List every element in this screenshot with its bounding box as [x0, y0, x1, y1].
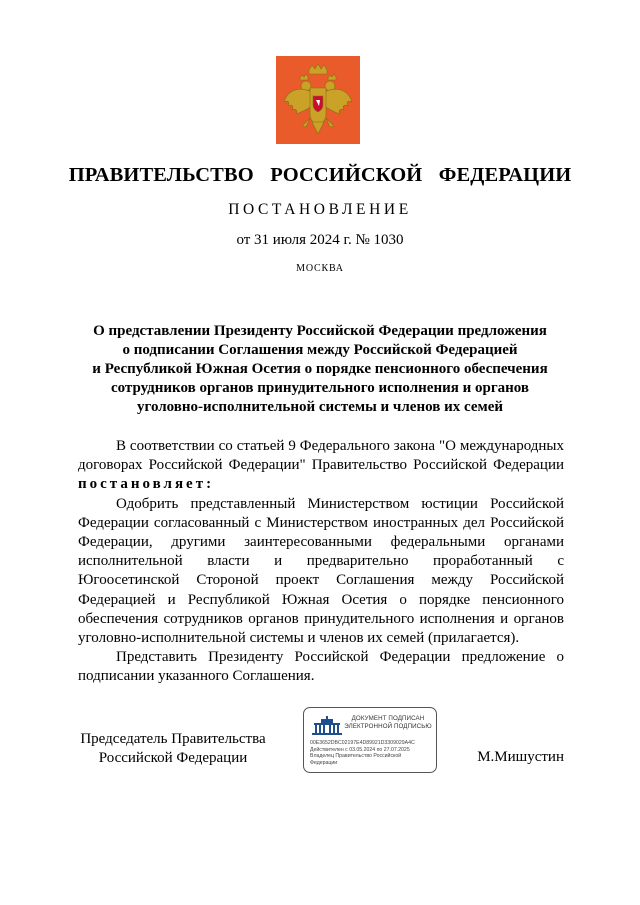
decree-keyword: постановляет: [78, 476, 215, 493]
city-label: МОСКВА [296, 263, 344, 274]
signer-title [78, 730, 268, 768]
certificate-owner: Владелец Правительство Российской [310, 753, 402, 760]
subject-line: О представлении Президенту Российской Федерации предложения [93, 323, 547, 339]
document-date-number: от 31 июля 2024 г. № 1030 [236, 232, 404, 248]
preamble-text: В соответствии со статьей 9 Федерального закона "О международных договорах Российской Федерации" Правительство Российской Федерации [78, 438, 564, 474]
signer-title-line: Российской Федерации [98, 750, 248, 766]
certificate-validity: Действителен с 03.05.2024 по 27.07.2025 [310, 746, 410, 753]
document-type: ПОСТАНОВЛЕНИЕ [228, 201, 412, 218]
body-paragraph: Представить Президенту Российской Федерации предложение о подписании указанного Соглашения. [78, 649, 564, 685]
signer-title-line: Председатель Правительства [80, 731, 266, 747]
government-building-icon [310, 715, 344, 737]
certificate-owner: Федерации [310, 759, 338, 766]
document-body [78, 437, 564, 687]
stamp-heading [342, 715, 434, 730]
subject-line: о подписании Соглашения между Российской Федерацией [122, 342, 518, 358]
stamp-heading-line: ДОКУМЕНТ ПОДПИСАН [351, 715, 425, 722]
subject-line: уголовно-исполнительной системы и членов их семей [137, 399, 503, 415]
subject-line: сотрудников органов принудительного исполнения и органов [110, 380, 530, 396]
electronic-signature-stamp [303, 707, 437, 773]
stamp-details [310, 740, 434, 766]
signer-name: М.Мишустин [477, 749, 564, 765]
subject-line: и Республикой Южная Осетия о порядке пенсионного обеспечения [92, 361, 548, 377]
government-title: ПРАВИТЕЛЬСТВО РОССИЙСКОЙ ФЕДЕРАЦИИ [68, 164, 572, 186]
body-paragraph [78, 437, 564, 495]
stamp-heading-line: ЭЛЕКТРОННОЙ ПОДПИСЬЮ [344, 722, 432, 730]
coat-of-arms-icon [276, 56, 360, 144]
certificate-number: 00E3652DBC02197E4D89921D3309029A4C [310, 740, 415, 746]
document-subject [70, 322, 570, 417]
body-paragraph: Одобрить представленный Министерством юстиции Российской Федерации согласованный с Министерством иностранных дел Российской Федерации, другими заинтересованными федеральными органами исполнительной власти и предварительно проработанный с Югоосетинской Стороной проект Соглашения между Российской Федерацией и Республикой Южная Осетия о порядке пенсионного обеспечения сотрудников органов принудительного исполнения и органов уголовно-исполнительной системы и членов их семей (прилагается). [78, 495, 564, 647]
